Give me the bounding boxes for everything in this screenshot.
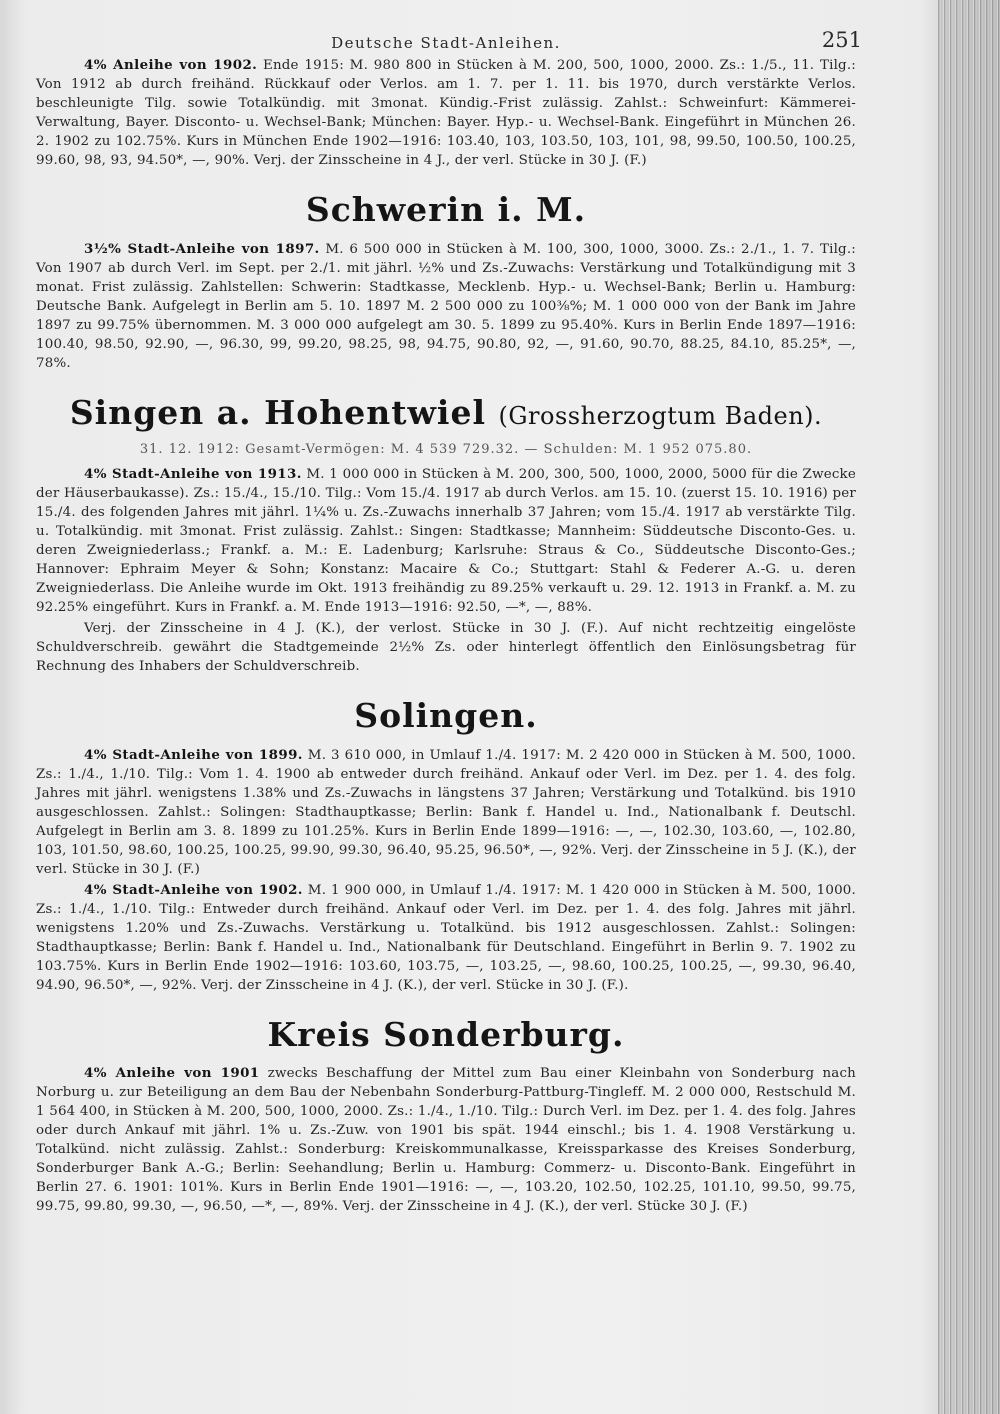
city-heading: Schwerin i. M. <box>305 190 587 229</box>
bond-text: Ende 1915: M. 980 800 in Stücken à M. 200, 500, 1000, 2000. Zs.: 1./5., 11. Tilg.: Von 1912 ab durch freihänd. Rückkauf oder Verlos. am 1. 7. per 1. 11. bis 1970, durch verstärkte Verlos. beschleunigte Tilg. sowie Totalkündig. mit 3monat. Kündig.-Frist zulässig. Zahlst.: Schweinfurt: Kämmerei-Verwaltung, Bayer. Disconto- u. Wechsel-Bank; München: Bayer. Hyp.- u. Wechsel-Bank. Eingeführt in München 26. 2. 1902 zu 102.75%. Kurs in München Ende 1902—1916: 103.40, 103, 103.50, 103, 101, 98, 99.50, 100.50, 100.25, 99.60, 98, 93, 94.50*, —, 90%. Verj. der Zinsscheine in 4 J., der verl. Stücke in 30 J. (F.) <box>36 58 856 168</box>
bond-note <box>36 619 856 676</box>
page-content <box>36 22 862 1218</box>
bond-issue: 3½% Stadt-Anleihe von 1897. <box>84 240 320 257</box>
bond-issue: 4% Stadt-Anleihe von 1899. <box>84 746 303 763</box>
section-solingen <box>36 696 856 995</box>
bond-text: M. 1 900 000, in Umlauf 1./4. 1917: M. 1 420 000 in Stücken à M. 500, 1000. Zs.: 1./4., 1./10. Tilg.: Entweder durch freihänd. Ankauf oder Verl. im Dez. per 1. 4. des folg. Jahres mit jährl. wenigstens 1.20% und Zs.-Zuwachs. Verstärkung u. Totalkünd. bis 1912 ausgeschlossen. Zahlst.: Solingen: Stadthauptkasse; Berlin: Bank f. Handel u. Ind., Nationalbank für Deutschland. Eingeführt in Berlin 9. 7. 1902 zu 103.75%. Kurs in Berlin Ende 1902—1916: 103.60, 103.75, —, 103.25, —, 98.60, 100.25, 100.25, —, 99.30, 96.40, 94.90, 96.50*, —, 92%. Verj. der Zinsscheine in 4 J. (K.), der verl. Stücke in 30 J. (F.). <box>36 882 856 993</box>
bond-text: M. 3 610 000, in Umlauf 1./4. 1917: M. 2 420 000 in Stücken à M. 500, 1000. Zs.: 1./4., 1./10. Tilg.: Vom 1. 4. 1900 ab entweder durch freihänd. Ankauf oder Verl. im Dez. per 1. 4. des folg. Jahres mit jährl. wenigstens 1.38% und Zs.-Zuwachs in längstens 37 Jahren; Verstärkung und Totalkünd. bis 1910 ausgeschlossen. Zahlst.: Solingen: Stadthauptkasse; Berlin: Bank f. Handel u. Ind., Nationalbank f. Deutschl. Aufgelegt in Berlin am 3. 8. 1899 zu 101.25%. Kurs in Berlin Ende 1899—1916: —, —, 102.30, 103.60, —, 102.80, 103, 101.50, 98.60, 100.25, 100.25, 99.90, 99.30, 96.40, 95.25, 96.50*, —, 92%. Verj. der Zinsscheine in 5 J. (K.), der verl. Stücke in 30 J. (F.) <box>36 747 856 877</box>
section-singen <box>36 393 856 677</box>
bond-entry <box>36 1064 856 1216</box>
city-name: Singen a. Hohentwiel <box>69 392 487 432</box>
bond-issue: 4% Stadt-Anleihe von 1902. <box>84 881 303 898</box>
bond-issue: 4% Stadt-Anleihe von 1913. <box>84 466 302 483</box>
city-finance-summary: 31. 12. 1912: Gesamt-Vermögen: M. 4 539 729.32. — Schulden: M. 1 952 075.80. <box>139 442 753 458</box>
bond-issue: 4% Anleihe von 1901 <box>84 1065 260 1082</box>
book-gutter <box>938 0 1000 1414</box>
city-heading: Kreis Sonderburg. <box>267 1014 625 1054</box>
page-number: 251 <box>821 28 862 52</box>
section-sonderburg <box>36 1015 856 1217</box>
bond-text: zwecks Beschaffung der Mittel zum Bau einer Kleinbahn von Sonderburg nach Norburg u. zur Beteiligung an dem Bau der Nebenbahn Sonderburg-Pattburg-Tingleff. M. 2 000 000, Restschuld M. 1 564 400, in Stücken à M. 200, 500, 1000, 2000. Zs.: 1./4., 1./10. Tilg.: Durch Verl. im Dez. per 1. 4. des folg. Jahres oder durch Ankauf mit jährl. 1% u. Zs.-Zuw. von 1901 bis spät. 1944 einschl.; bis 1. 4. 1908 Verstärkung u. Totalkünd. nicht zulässig. Zahlst.: Sonderburg: Kreiskommunalkasse, Kreissparkasse des Kreises Sonderburg, Sonderburger Bank A.-G.; Berlin: Seehandlung; Berlin u. Hamburg: Commerz- u. Disconto-Bank. Eingeführt in Berlin 27. 6. 1901: 101%. Kurs in Berlin Ende 1901—1916: —, —, 103.20, 102.50, 102.25, 101.10, 99.50, 99.75, 99.75, 99.80, 99.30, —, 96.50, —*, —, 89%. Verj. der Zinsscheine in 4 J. (K.), der verl. Stücke 30 J. (F.) <box>36 1066 856 1215</box>
bond-entry <box>36 746 856 879</box>
running-title: Deutsche Stadt-Anleihen. <box>331 34 561 52</box>
bond-text: M. 1 000 000 in Stücken à M. 200, 300, 500, 1000, 2000, 5000 für die Zwecke der Häuserbaukasse). Zs.: 15./4., 15./10. Tilg.: Vom 15./4. 1917 ab durch Verlos. am 15. 10. (zuerst 15. 10. 1916) per 15./4. des folgenden Jahres mit jährl. 1¼% u. Zs.-Zuwachs innerhalb 37 Jahren; vom 15./4. 1917 ab verstärkte Tilg. u. Totalkündig. mit 3monat. Frist zulässig. Zahlst.: Singen: Stadtkasse; Mannheim: Süddeutsche Disconto-Ges. u. deren Zweigniederlass.; Frankf. a. M.: E. Ladenburg; Karlsruhe: Straus & Co., Süddeutsche Disconto-Ges.; Hannover: Ephraim Meyer & Sohn; Konstanz: Macaire & Co.; Stuttgart: Stahl & Federer A.-G. u. deren Zweigniederlass. Die Anleihe wurde im Okt. 1913 freihändig zu 89.25% verkauft u. 29. 12. 1913 in Frankf. a. M. zu 92.25% eingeführt. Kurs in Frankf. a. M. Ende 1913—1916: 92.50, —*, —, 88%. <box>36 467 856 616</box>
bond-entry <box>36 881 856 995</box>
city-region: (Grossherzogtum Baden). <box>498 401 823 430</box>
bond-entry <box>36 240 856 373</box>
bond-entry <box>36 56 856 170</box>
bond-issue: 4% Anleihe von 1902. <box>84 57 258 73</box>
running-head <box>36 22 862 56</box>
page-left-edge <box>0 0 22 1414</box>
section-continuation <box>36 56 856 170</box>
bond-entry <box>36 465 856 617</box>
section-schwerin <box>36 190 856 373</box>
bond-text: Verj. der Zinsscheine in 4 J. (K.), der verlost. Stücke in 30 J. (F.). Auf nicht rechtzeitig eingelöste Schuldverschreib. gewährt die Stadtgemeinde 2½% Zs. oder hinterlegt öffentlich den Einlösungsbetrag für Rechnung des Inhabers der Schuldverschreib. <box>36 621 856 675</box>
city-heading <box>36 393 856 433</box>
city-heading: Solingen. <box>354 696 538 736</box>
bond-text: M. 6 500 000 in Stücken à M. 100, 300, 1000, 3000. Zs.: 2./1., 1. 7. Tilg.: Von 1907 ab durch Verl. im Sept. per 2./1. mit jährl. ½% und Zs.-Zuwachs: Verstärkung und Totalkündigung mit 3 monat. Frist zulässig. Zahlstellen: Schwerin: Stadtkasse, Mecklenb. Hyp.- u. Wechsel-Bank; Berlin u. Hamburg: Deutsche Bank. Aufgelegt in Berlin am 5. 10. 1897 M. 2 500 000 zu 100⅜%; M. 1 000 000 von der Bank im Jahre 1897 zu 99.75% übernommen. M. 3 000 000 aufgelegt am 30. 5. 1899 zu 95.40%. Kurs in Berlin Ende 1897—1916: 100.40, 98.50, 92.90, —, 96.30, 99, 99.20, 98.25, 98, 94.75, 90.80, 92, —, 91.60, 90.70, 88.25, 84.10, 85.25*, —, 78%. <box>36 241 856 371</box>
